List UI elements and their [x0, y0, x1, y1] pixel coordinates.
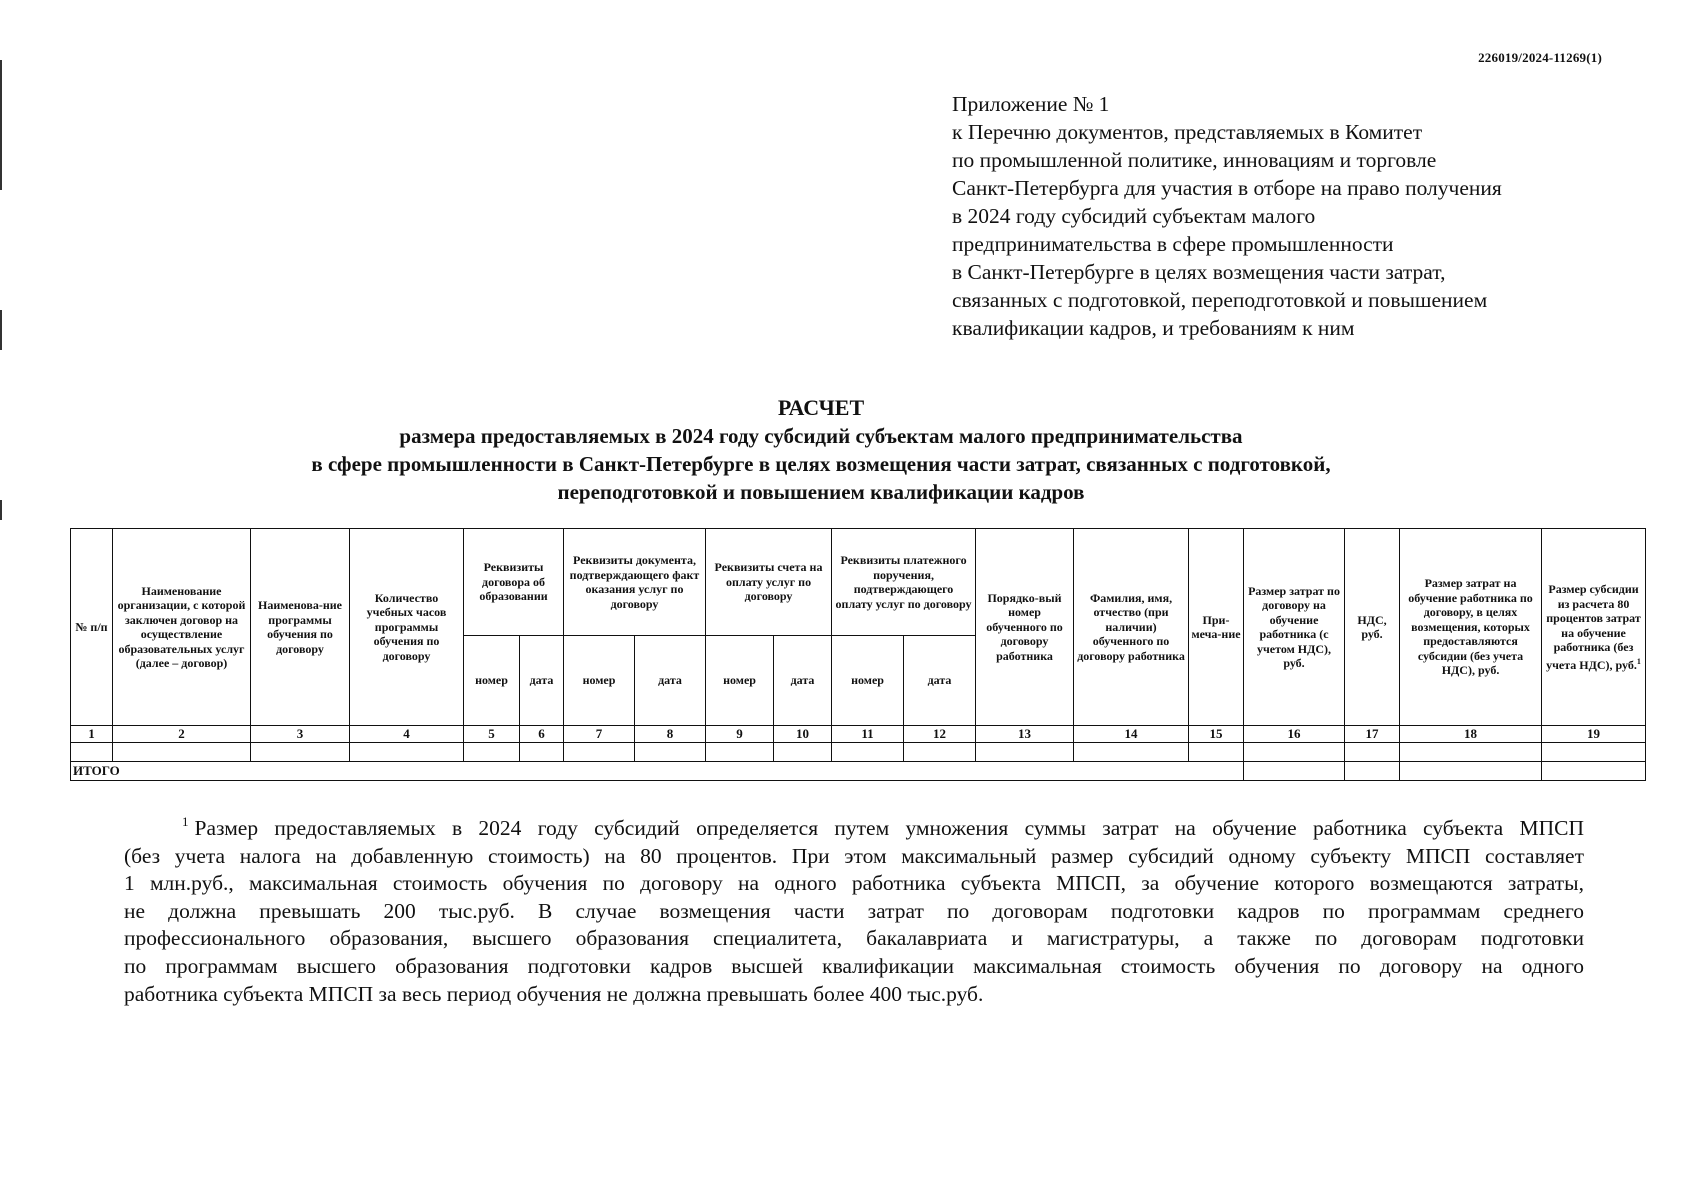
column-number: 19	[1542, 726, 1646, 743]
subheader-date: дата	[635, 636, 706, 726]
subheader-number: номер	[706, 636, 774, 726]
footnote-ref: 1	[1636, 656, 1641, 666]
appendix-line: связанных с подготовкой, переподготовкой и повышением	[952, 288, 1488, 312]
footnote-line: по программам высшего образования подготовки кадров высшей квалификации максимальная стоимость обучения по договору на одного	[124, 953, 1584, 978]
header-service-document-details: Реквизиты документа, подтверждающего факт оказания услуг по договору	[564, 529, 706, 636]
header-cost-with-vat: Размер затрат по договору на обучение работника (с учетом НДС), руб.	[1244, 529, 1345, 726]
header-invoice-details: Реквизиты счета на оплату услуг по договору	[706, 529, 832, 636]
header-note: При-меча-ние	[1189, 529, 1244, 726]
footnote-line: (без учета налога на добавленную стоимость) на 80 процентов. При этом максимальный размер субсидий одному субъекту МПСП составляет	[124, 843, 1584, 868]
total-vat	[1345, 762, 1400, 781]
table-cell	[71, 743, 113, 762]
table-cell	[1244, 743, 1345, 762]
header-subsidy-text: Размер субсидии из расчета 80 процентов затрат на обучение работника (без учета НДС), руб.	[1546, 582, 1641, 672]
title-line: в сфере промышленности в Санкт-Петербурге в целях возмещения части затрат, связанных с подготовкой,	[311, 452, 1331, 476]
column-number: 18	[1400, 726, 1542, 743]
title-main: РАСЧЕТ	[777, 395, 865, 420]
column-number: 7	[564, 726, 635, 743]
appendix-line: к Перечню документов, представляемых в Комитет	[952, 120, 1423, 144]
table-cell	[1345, 743, 1400, 762]
scan-edge-mark	[0, 500, 2, 520]
table-cell	[350, 743, 464, 762]
subheader-date: дата	[774, 636, 832, 726]
table-cell	[1542, 743, 1646, 762]
appendix-line: предпринимательства в сфере промышленности	[952, 232, 1394, 256]
appendix-line: в Санкт-Петербурге в целях возмещения части затрат,	[952, 260, 1446, 284]
table-cell	[706, 743, 774, 762]
document-title	[120, 394, 1522, 506]
column-number: 8	[635, 726, 706, 743]
column-number: 11	[832, 726, 904, 743]
footnote-mark: 1	[182, 814, 189, 829]
table-cell	[976, 743, 1074, 762]
title-line: размера предоставляемых в 2024 году субсидий субъектам малого предпринимательства	[399, 424, 1243, 448]
table-cell	[1400, 743, 1542, 762]
footnote-line: не должна превышать 200 тыс.руб. В случае возмещения части затрат по договорам подготовки кадров по программам среднего	[124, 898, 1584, 923]
column-number: 6	[520, 726, 564, 743]
subheader-number: номер	[564, 636, 635, 726]
column-number: 10	[774, 726, 832, 743]
column-number: 5	[464, 726, 520, 743]
column-number: 13	[976, 726, 1074, 743]
header-subsidy	[1542, 529, 1646, 726]
header-hours: Количество учебных часов программы обучения по договору	[350, 529, 464, 726]
table-cell	[832, 743, 904, 762]
footnote-line: 1 млн.руб., максимальная стоимость обучения по договору на одного работника субъекта МПСП, за обучение которого возмещаются затраты,	[124, 871, 1584, 896]
header-cost-without-vat: Размер затрат на обучение работника по договору, в целях возмещения, которых предоставляются субсидии (без учета НДС), руб.	[1400, 529, 1542, 726]
total-cost-with-vat	[1244, 762, 1345, 781]
appendix-line: Санкт-Петербурга для участия в отборе на право получения	[952, 176, 1502, 200]
subheader-number: номер	[464, 636, 520, 726]
footnote-line: работника субъекта МПСП за весь период обучения не должна превышать более 400 тыс.руб.	[124, 981, 984, 1006]
table-cell	[774, 743, 832, 762]
header-program: Наименова-ние программы обучения по договору	[251, 529, 350, 726]
column-number: 1	[71, 726, 113, 743]
table-row	[71, 743, 1646, 762]
total-row	[71, 762, 1646, 781]
footnote-line	[124, 808, 1584, 843]
total-cost-without-vat	[1400, 762, 1542, 781]
footnote	[124, 808, 1584, 1008]
appendix-line: квалификации кадров, и требованиям к ним	[952, 316, 1355, 340]
table-cell	[635, 743, 706, 762]
header-contract-details: Реквизиты договора об образовании	[464, 529, 564, 636]
footnote-text: Размер предоставляемых в 2024 году субсидий определяется путем умножения суммы затрат на обучение работника субъекта МПСП	[194, 816, 1584, 840]
appendix-line: в 2024 году субсидий субъектам малого	[952, 204, 1316, 228]
total-label: ИТОГО	[71, 762, 251, 781]
subheader-date: дата	[904, 636, 976, 726]
column-number: 15	[1189, 726, 1244, 743]
column-number: 9	[706, 726, 774, 743]
column-number: 3	[251, 726, 350, 743]
appendix-line: Приложение № 1	[952, 92, 1110, 116]
title-line: переподготовкой и повышением квалификации кадров	[557, 480, 1085, 504]
appendix-line: по промышленной политике, инновациям и торговле	[952, 148, 1437, 172]
column-number: 17	[1345, 726, 1400, 743]
subheader-number: номер	[832, 636, 904, 726]
table-cell	[251, 743, 350, 762]
header-num: № п/п	[71, 529, 113, 726]
column-number: 4	[350, 726, 464, 743]
table-cell	[113, 743, 251, 762]
column-number: 16	[1244, 726, 1345, 743]
column-number: 2	[113, 726, 251, 743]
document-registration-number: 226019/2024-11269(1)	[1478, 50, 1602, 65]
column-number: 14	[1074, 726, 1189, 743]
header-vat: НДС, руб.	[1345, 529, 1400, 726]
header-payment-order-details: Реквизиты платежного поручения, подтверждающего оплату услуг по договору	[832, 529, 976, 636]
column-number: 12	[904, 726, 976, 743]
table-cell	[1189, 743, 1244, 762]
scan-edge-mark	[0, 60, 2, 190]
table-cell	[904, 743, 976, 762]
appendix-header	[952, 90, 1592, 342]
table-cell	[520, 743, 564, 762]
table-cell	[1074, 743, 1189, 762]
total-subsidy	[1542, 762, 1646, 781]
header-organization: Наименование организации, с которой заключен договор на осуществление образовательных услуг (далее – договор)	[113, 529, 251, 726]
scan-edge-mark	[0, 310, 2, 350]
calculation-table	[70, 528, 1646, 781]
header-employee-fio: Фамилия, имя, отчество (при наличии) обученного по договору работника	[1074, 529, 1189, 726]
calculation-table-wrapper	[70, 528, 1645, 781]
column-number-row	[71, 726, 1646, 743]
total-span	[251, 762, 1244, 781]
footnote-line: профессионального образования, высшего образования специалитета, бакалавриата и магистратуры, а также по договорам подготовки	[124, 926, 1584, 951]
subheader-date: дата	[520, 636, 564, 726]
header-employee-seq: Порядко-вый номер обученного по договору работника	[976, 529, 1074, 726]
table-cell	[564, 743, 635, 762]
table-cell	[464, 743, 520, 762]
